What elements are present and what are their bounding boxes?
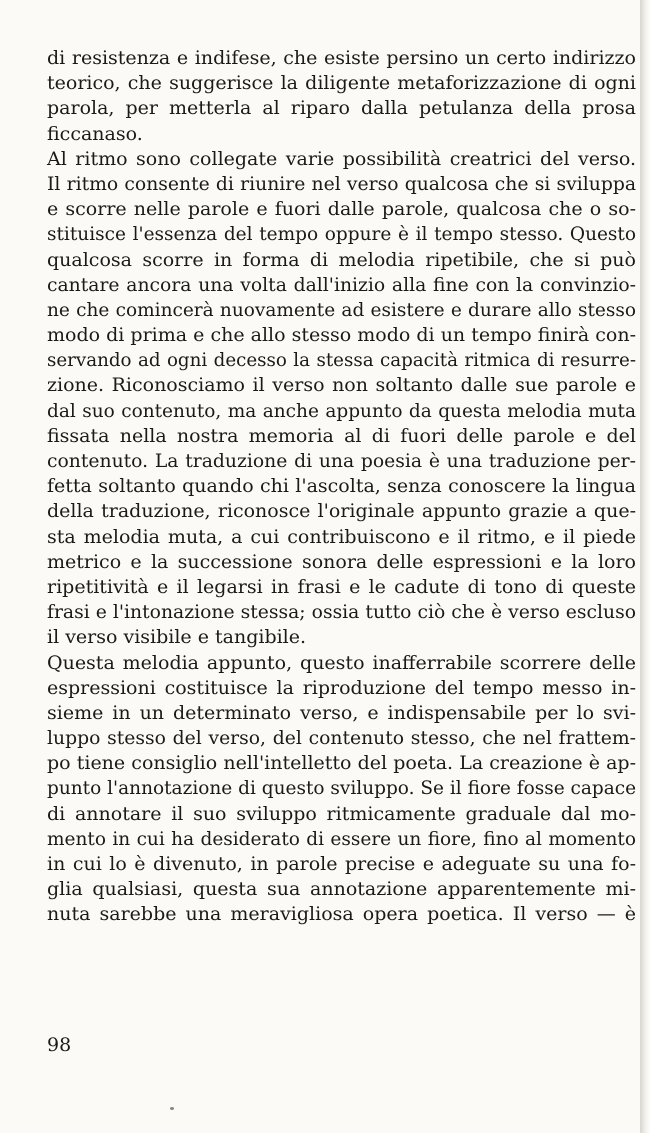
text-line: zione. Riconosciamo il verso non soltanto dalle sue parole e xyxy=(47,374,636,397)
page-edge xyxy=(640,0,651,1133)
text-line: Questa melodia appunto, questo inafferrabile scorrere delle xyxy=(47,651,636,674)
text-line: parola, per metterla al riparo dalla petulanza della prosa xyxy=(47,97,636,120)
text-line: fetta soltanto quando chi l'ascolta, senza conoscere la lingua xyxy=(47,475,636,498)
text-line: mento in cui ha desiderato di essere un fiore, fino al momento xyxy=(47,828,636,850)
text-line: servando ad ogni decesso la stessa capacità ritmica di resurre- xyxy=(47,350,636,372)
text-line: qualcosa scorre in forma di melodia ripetibile, che si può xyxy=(47,248,636,271)
body-text xyxy=(47,46,636,928)
text-line: e scorre nelle parole e fuori dalle parole, qualcosa che o so- xyxy=(47,198,636,221)
text-line: ne che comincerà nuovamente ad esistere e durare allo stesso xyxy=(47,299,636,321)
text-line: stituisce l'essenza del tempo oppure è il tempo stesso. Questo xyxy=(47,224,636,246)
text-line: po tiene consiglio nell'intelletto del poeta. La creazione è ap- xyxy=(47,752,636,775)
text-line: sieme in un determinato verso, e indispensabile per lo svi- xyxy=(47,701,636,724)
text-line: teorico, che suggerisce la diligente metaforizzazione di ogni xyxy=(47,72,636,95)
page-number: 98 xyxy=(47,1034,72,1056)
text-line: in cui lo è divenuto, in parole precise e adeguate su una fo- xyxy=(47,853,636,875)
text-line: di resistenza e indifese, che esiste persino un certo indirizzo xyxy=(47,47,636,69)
text-line: contenuto. La traduzione di una poesia è una traduzione per- xyxy=(47,451,636,472)
text-line: punto l'annotazione di questo sviluppo. Se il fiore fosse capace xyxy=(47,778,637,800)
text-line: della traduzione, riconosce l'originale appunto grazie a que- xyxy=(47,500,636,523)
text-line: glia qualsiasi, questa sua annotazione apparentemente mi- xyxy=(47,878,636,901)
text-line: sta melodia muta, a cui contribuiscono e il ritmo, e il piede xyxy=(47,525,636,548)
text-line: il verso visibile e tangibile. xyxy=(47,626,307,649)
text-line: Al ritmo sono collegate varie possibilità creatrici del verso. xyxy=(47,147,636,170)
text-line: nuta sarebbe una meravigliosa opera poetica. Il verso — è xyxy=(47,903,636,926)
text-line: dal suo contenuto, ma anche appunto da questa melodia muta xyxy=(47,400,636,422)
ink-speck xyxy=(170,1107,174,1110)
text-line: luppo stesso del verso, del contenuto stesso, che nel frattem- xyxy=(47,728,636,750)
text-line: ripetitività e il legarsi in frasi e le cadute di tono di queste xyxy=(47,575,636,598)
text-line: cantare ancora una volta dall'inizio alla fine con la convinzio- xyxy=(47,274,636,296)
text-line: Il ritmo consente di riunire nel verso qualcosa che si sviluppa xyxy=(47,173,636,195)
text-line: modo di prima e che allo stesso modo di un tempo finirà con- xyxy=(47,324,636,347)
text-line: fissata nella nostra memoria al di fuori delle parole e del xyxy=(47,424,636,447)
text-line: ficcanaso. xyxy=(47,122,143,145)
text-line: di annotare il suo sviluppo ritmicamente graduale dal mo- xyxy=(47,802,636,825)
text-line: metrico e la successione sonora delle espressioni e la loro xyxy=(47,550,636,573)
text-line: frasi e l'intonazione stessa; ossia tutto ciò che è verso escluso xyxy=(47,602,636,624)
text-line: espressioni costituisce la riproduzione del tempo messo in- xyxy=(47,676,636,699)
